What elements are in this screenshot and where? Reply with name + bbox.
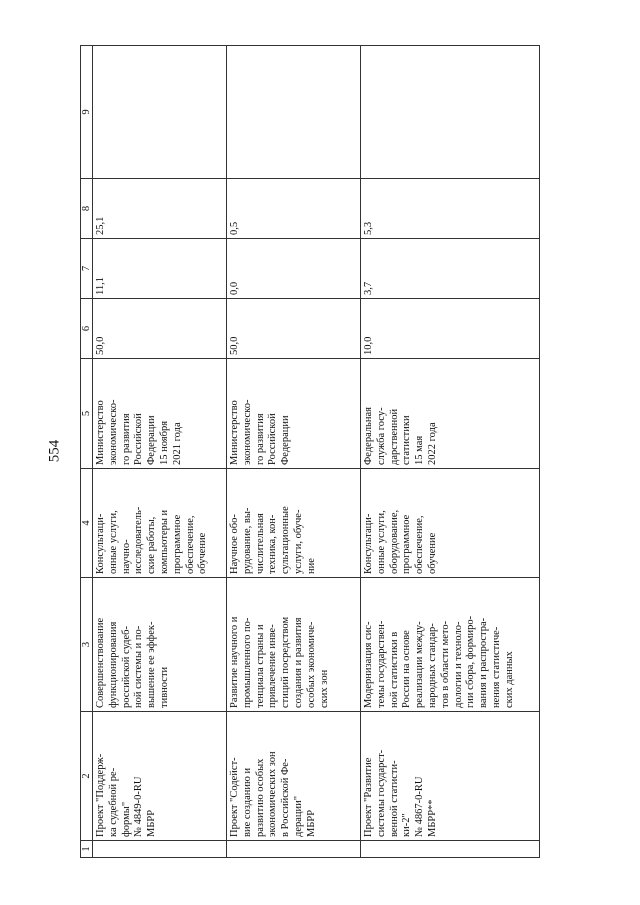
executor-deadline-cell bbox=[93, 359, 227, 469]
value-col9-cell bbox=[227, 46, 361, 179]
table-row bbox=[227, 46, 361, 858]
cell-text-line: Российской bbox=[133, 413, 145, 465]
cell-text-line: дологии и техноло- bbox=[452, 621, 464, 708]
column-number-cell: 3 bbox=[81, 578, 93, 712]
cell-text-line: Министерство bbox=[95, 400, 106, 465]
cell-text-line: тивности bbox=[158, 666, 170, 708]
cell-text-line: Федерации bbox=[280, 415, 292, 465]
cell-text-line: сультационные bbox=[280, 506, 292, 574]
cell-text-line: экономическо- bbox=[241, 399, 253, 465]
cell-value: 0,0 bbox=[229, 281, 240, 295]
cell-text-line: реализации между- bbox=[414, 621, 426, 708]
column-number-cell: 4 bbox=[81, 469, 93, 578]
column-number-row bbox=[81, 46, 93, 858]
executor-deadline-cell bbox=[361, 359, 540, 469]
cell-text-line: экономическо- bbox=[107, 399, 119, 465]
value-col9-cell bbox=[93, 46, 227, 179]
cell-text-line: развитию особых bbox=[254, 758, 266, 837]
cell-text-line: № 4867-0-RU bbox=[414, 776, 426, 837]
value-col8-cell bbox=[361, 179, 540, 239]
cell-text-line: услуги, обуче- bbox=[292, 509, 304, 574]
cell-value: 0,5 bbox=[229, 221, 240, 235]
value-col7-cell bbox=[93, 239, 227, 299]
cell-text-line: 15 ноября bbox=[158, 420, 170, 465]
cell-value: 3,7 bbox=[363, 281, 374, 295]
cell-text-line: России на основе bbox=[401, 630, 413, 708]
cell-text-line: го развития bbox=[120, 413, 132, 465]
cell-text-line: Проект "Содейст- bbox=[229, 757, 240, 837]
project-name-cell bbox=[93, 712, 227, 841]
cell-text-line: Научное обо- bbox=[229, 514, 240, 574]
cell-text-line: особых экономиче- bbox=[305, 621, 317, 708]
cell-text-line: МБРР bbox=[305, 809, 317, 837]
cell-text-line: вания и распростра- bbox=[478, 617, 490, 708]
cell-text-line: обеспечение, bbox=[184, 515, 196, 574]
cell-text-line: компьютеры и bbox=[158, 509, 170, 574]
project-goal-cell bbox=[93, 578, 227, 712]
cell-text-line: Консультаци- bbox=[363, 513, 374, 574]
cell-text-line: тов в области мето- bbox=[439, 620, 451, 708]
cell-text-line: ские работы, bbox=[146, 516, 158, 574]
cell-text-line: Министерство bbox=[229, 400, 240, 465]
cell-text-line: обучение bbox=[197, 532, 209, 574]
cell-text-line: программное bbox=[171, 514, 183, 574]
project-goal-cell bbox=[227, 578, 361, 712]
cell-text-line: служба госу- bbox=[375, 407, 387, 465]
loan-amount-cell bbox=[93, 299, 227, 359]
cell-text-line: 2021 года bbox=[171, 422, 183, 465]
cell-text-line: Развитие научного и bbox=[229, 616, 240, 708]
cell-text-line: обеспечение, bbox=[414, 515, 426, 574]
cell-text-line: тенциала страны и bbox=[254, 624, 266, 708]
financing-table bbox=[80, 45, 540, 858]
cell-text-line: Проект "Развитие bbox=[363, 757, 374, 837]
cell-text-line: ских данных bbox=[503, 651, 515, 708]
cell-text-line: в Российской Фе- bbox=[280, 758, 292, 837]
cell-text-line: Федеральная bbox=[363, 407, 374, 465]
cell-text-line: оборудование, bbox=[388, 509, 400, 574]
cell-text-line: Модернизация сис- bbox=[363, 621, 374, 708]
expense-type-cell bbox=[227, 469, 361, 578]
cell-text-line: обучение bbox=[426, 532, 438, 574]
cell-value: 50,0 bbox=[229, 336, 240, 355]
cell-value: 25,1 bbox=[95, 216, 106, 235]
cell-text-line: стиций посредством bbox=[280, 616, 292, 708]
cell-value: 50,0 bbox=[95, 336, 106, 355]
cell-text-line: формы" bbox=[120, 801, 132, 837]
cell-text-line: рудование, вы- bbox=[241, 507, 253, 574]
value-col9-cell bbox=[361, 46, 540, 179]
cell-text-line: Консультаци- bbox=[95, 513, 106, 574]
project-name-cell bbox=[361, 712, 540, 841]
table-body bbox=[81, 46, 540, 858]
cell-text-line: ка судебной ре- bbox=[107, 767, 119, 837]
cell-text-line: го развития bbox=[254, 413, 266, 465]
cell-text-line: МБРР bbox=[146, 809, 158, 837]
cell-text-line: № 4849-0-RU bbox=[133, 776, 145, 837]
cell-text-line: функционирования bbox=[107, 621, 119, 708]
cell-text-line: системы государст- bbox=[375, 749, 387, 837]
loan-amount-cell bbox=[227, 299, 361, 359]
page-number: 554 bbox=[46, 439, 62, 463]
cell-text-line: Российской bbox=[267, 413, 279, 465]
cell-text-line: гии сбора, формиро- bbox=[465, 615, 477, 708]
cell-value: 5,3 bbox=[363, 221, 374, 235]
cell-text-line: исследователь- bbox=[133, 506, 145, 574]
cell-text-line: ной системы и по- bbox=[133, 625, 145, 708]
cell-text-line: техника, кон- bbox=[267, 514, 279, 574]
cell-text-line: российской судеб- bbox=[120, 626, 132, 708]
cell-text-line: экономических зон bbox=[267, 751, 279, 837]
cell-text-line: 2022 года bbox=[426, 422, 438, 465]
cell-text-line: создания и развития bbox=[292, 617, 304, 708]
cell-text-line: темы государствен- bbox=[375, 620, 387, 708]
cell-text-line: ки-2" bbox=[401, 813, 413, 837]
column-number-cell: 7 bbox=[81, 239, 93, 299]
column-number-cell: 9 bbox=[81, 46, 93, 179]
column-number-cell: 5 bbox=[81, 359, 93, 469]
cell-text-line: МБРР** bbox=[426, 799, 438, 837]
expense-type-cell bbox=[93, 469, 227, 578]
cell-text-line: онные услуги, bbox=[107, 510, 119, 574]
cell-text-line: научно- bbox=[120, 539, 132, 574]
cell-value: 10,0 bbox=[363, 336, 374, 355]
cell-text-line: венной статисти- bbox=[388, 760, 400, 837]
project-name-cell bbox=[227, 712, 361, 841]
cell-text-line: статистики bbox=[401, 415, 413, 465]
row-index-cell bbox=[227, 841, 361, 858]
cell-text-line: вие созданию и bbox=[241, 767, 253, 837]
expense-type-cell bbox=[361, 469, 540, 578]
cell-text-line: дерации" bbox=[292, 795, 304, 837]
cell-text-line: народных стандар- bbox=[426, 623, 438, 708]
cell-text-line: Федерации bbox=[146, 415, 158, 465]
rotated-table-sheet bbox=[80, 46, 528, 858]
cell-text-line: ских зон bbox=[318, 669, 330, 708]
project-goal-cell bbox=[361, 578, 540, 712]
column-number-cell: 8 bbox=[81, 179, 93, 239]
table-row bbox=[361, 46, 540, 858]
column-number-cell: 6 bbox=[81, 299, 93, 359]
cell-text-line: ной статистики в bbox=[388, 631, 400, 708]
value-col8-cell bbox=[227, 179, 361, 239]
cell-text-line: дарственной bbox=[388, 408, 400, 465]
cell-text-line: вышение ее эффек- bbox=[146, 621, 158, 708]
loan-amount-cell bbox=[361, 299, 540, 359]
column-number-cell: 1 bbox=[81, 841, 93, 858]
cell-text-line: онные услуги, bbox=[375, 510, 387, 574]
executor-deadline-cell bbox=[227, 359, 361, 469]
row-index-cell bbox=[93, 841, 227, 858]
table-row bbox=[93, 46, 227, 858]
cell-text-line: промышленного по- bbox=[241, 617, 253, 708]
cell-value: 11,1 bbox=[95, 277, 106, 295]
cell-text-line: ние bbox=[305, 558, 317, 574]
cell-text-line: Проект "Поддерж- bbox=[95, 753, 106, 837]
cell-text-line: нения статистиче- bbox=[490, 626, 502, 708]
value-col7-cell bbox=[227, 239, 361, 299]
cell-text-line: привлечение инве- bbox=[267, 624, 279, 708]
cell-text-line: программное bbox=[401, 514, 413, 574]
row-index-cell bbox=[361, 841, 540, 858]
value-col7-cell bbox=[361, 239, 540, 299]
cell-text-line: числительная bbox=[254, 513, 266, 574]
value-col8-cell bbox=[93, 179, 227, 239]
cell-text-line: Совершенствование bbox=[95, 617, 106, 708]
cell-text-line: 15 мая bbox=[414, 435, 426, 465]
column-number-cell: 2 bbox=[81, 712, 93, 841]
